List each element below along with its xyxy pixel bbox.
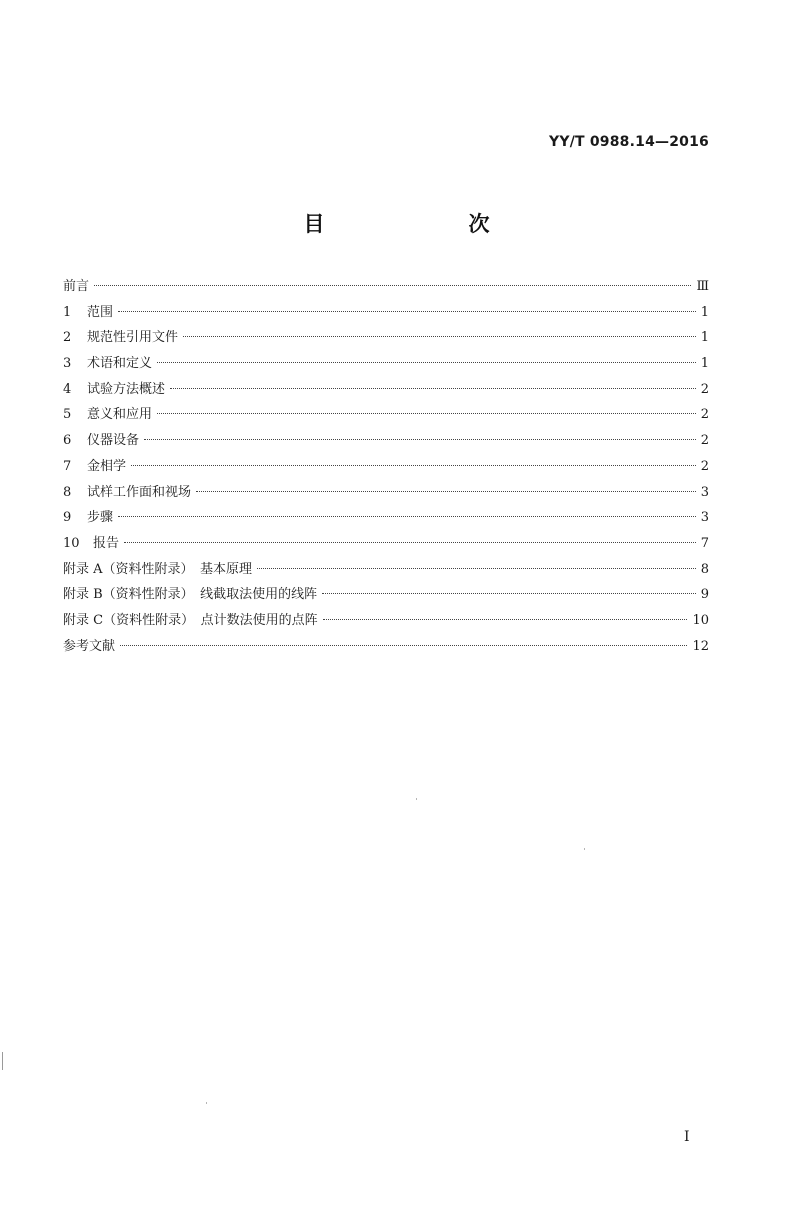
- toc-leader-dots: [144, 439, 696, 440]
- toc-entry-page: 2: [700, 433, 709, 449]
- toc-entry-page: 1: [700, 356, 709, 372]
- toc-entry-number: 9: [63, 510, 72, 526]
- toc-leader-dots: [170, 388, 696, 389]
- toc-entry-5[interactable]: [63, 406, 709, 432]
- toc-entry-page: 2: [700, 458, 709, 474]
- toc-entry-appendix-c[interactable]: [63, 612, 709, 638]
- toc-leader-dots: [322, 593, 696, 594]
- toc-entry-label: 参考文献: [63, 638, 116, 654]
- toc-leader-dots: [120, 645, 687, 646]
- toc-entry-label: 规范性引用文件: [87, 330, 179, 346]
- toc-entry-page: 1: [700, 330, 709, 346]
- toc-leader-dots: [157, 362, 696, 363]
- toc-entry-label: 仪器设备: [87, 433, 140, 449]
- toc-leader-dots: [118, 311, 696, 312]
- standard-number: YY/T 0988.14—2016: [549, 134, 709, 150]
- toc-entry-3[interactable]: [63, 355, 709, 381]
- toc-entry-label: 试样工作面和视场: [87, 484, 192, 500]
- page-title: 目 次: [303, 212, 524, 236]
- toc-entry-label: 前言: [63, 279, 90, 294]
- toc-entry-foreword[interactable]: [63, 278, 709, 304]
- toc-entry-page: 1: [700, 304, 709, 320]
- toc-leader-dots: [323, 619, 688, 620]
- toc-entry-page: 9: [700, 587, 709, 603]
- toc-entry-page: 3: [700, 510, 709, 526]
- toc-entry-page: Ⅲ: [696, 279, 709, 294]
- table-of-contents: [63, 278, 709, 663]
- toc-entry-label: 步骤: [87, 510, 114, 526]
- toc-entry-number: 7: [63, 458, 72, 474]
- toc-entry-1[interactable]: [63, 304, 709, 330]
- toc-entry-10[interactable]: [63, 535, 709, 561]
- toc-entry-label: 试验方法概述: [87, 381, 166, 397]
- toc-entry-number: 10: [63, 535, 80, 551]
- toc-entry-label: 意义和应用: [87, 407, 153, 423]
- toc-entry-page: 7: [700, 535, 709, 551]
- toc-entry-number: 1: [63, 304, 72, 320]
- toc-leader-dots: [257, 568, 696, 569]
- toc-entry-label: 术语和定义: [87, 356, 153, 372]
- toc-entry-9[interactable]: [63, 509, 709, 535]
- toc-leader-dots: [131, 465, 696, 466]
- toc-entry-number: 4: [63, 381, 72, 397]
- scan-speck: [206, 1102, 207, 1104]
- toc-leader-dots: [183, 336, 696, 337]
- toc-entry-7[interactable]: [63, 458, 709, 484]
- toc-entry-appendix-a[interactable]: [63, 561, 709, 587]
- toc-entry-page: 2: [700, 407, 709, 423]
- toc-entry-label: 范围: [87, 304, 114, 320]
- toc-entry-page: 8: [700, 561, 709, 577]
- toc-entry-label: 附录 B（资料性附录） 线截取法使用的线阵: [63, 587, 318, 603]
- toc-entry-2[interactable]: [63, 329, 709, 355]
- toc-entry-label: 报告: [93, 535, 120, 551]
- toc-entry-number: 8: [63, 484, 72, 500]
- toc-entry-label: 附录 C（资料性附录） 点计数法使用的点阵: [63, 612, 318, 628]
- toc-entry-appendix-b[interactable]: [63, 586, 709, 612]
- toc-entry-number: 2: [63, 330, 72, 346]
- toc-entry-number: 6: [63, 433, 72, 449]
- toc-entry-label: 金相学: [87, 458, 127, 474]
- toc-leader-dots: [157, 413, 696, 414]
- scan-speck: [584, 848, 585, 850]
- toc-entry-number: 3: [63, 356, 72, 372]
- toc-entry-number: 5: [63, 407, 72, 423]
- toc-leader-dots: [124, 542, 696, 543]
- toc-leader-dots: [94, 285, 691, 286]
- scan-speck: [416, 798, 417, 800]
- toc-entry-page: 3: [700, 484, 709, 500]
- page-number: I: [684, 1129, 690, 1145]
- toc-entry-bibliography[interactable]: [63, 638, 709, 664]
- toc-leader-dots: [118, 516, 696, 517]
- toc-entry-page: 2: [700, 381, 709, 397]
- scan-speck: [2, 1052, 3, 1070]
- toc-entry-6[interactable]: [63, 432, 709, 458]
- toc-entry-label: 附录 A（资料性附录） 基本原理: [63, 561, 253, 577]
- toc-entry-8[interactable]: [63, 484, 709, 510]
- toc-leader-dots: [196, 491, 696, 492]
- toc-entry-page: 12: [692, 638, 709, 654]
- toc-entry-page: 10: [692, 612, 709, 628]
- toc-entry-4[interactable]: [63, 381, 709, 407]
